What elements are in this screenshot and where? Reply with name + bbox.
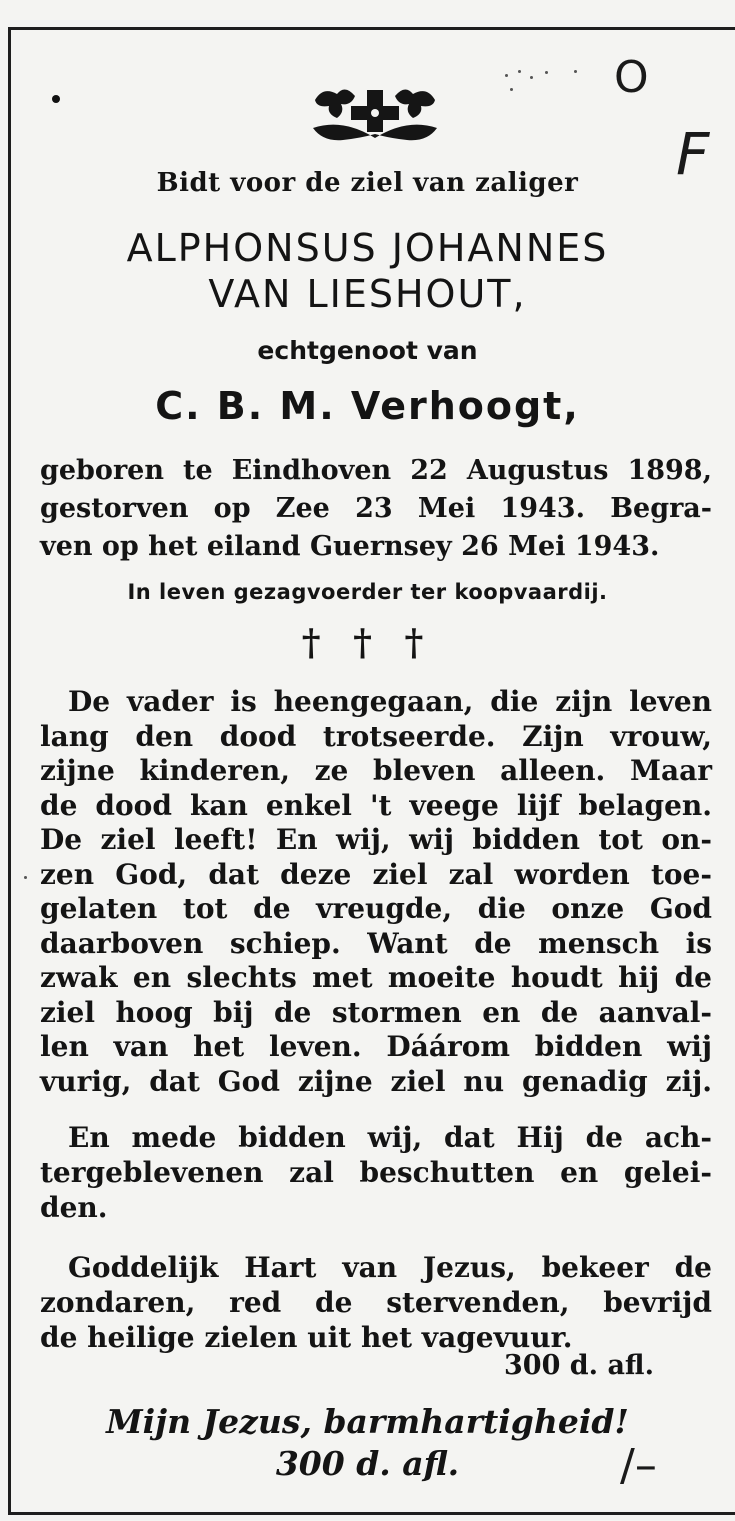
ink-speck bbox=[545, 71, 548, 74]
second-line: En mede bidden wij, dat Hij de ach- bbox=[68, 1121, 712, 1154]
ink-speck bbox=[574, 70, 577, 73]
three-crosses: † † † bbox=[301, 622, 434, 664]
ink-speck bbox=[24, 876, 27, 879]
memorial-line: ziel hoog bij de stormen en de aanval- bbox=[40, 995, 712, 1029]
memorial-line: zen God, dat deze ziel zal worden toe- bbox=[40, 857, 712, 891]
handwritten-mark-dash: /– bbox=[620, 1440, 657, 1491]
second-line: den. bbox=[40, 1191, 108, 1224]
occupation-line: In leven gezagvoerder ter koopvaardij. bbox=[127, 580, 608, 604]
memorial-line: De vader is heengegaan, die zijn leven bbox=[68, 685, 712, 718]
second-line: tergeblevenen zal beschutten en gelei- bbox=[40, 1156, 712, 1189]
prayer-indulgence: 300 d. afl. bbox=[504, 1350, 654, 1381]
memorial-line: vurig, dat God zijne ziel nu genadig zij. bbox=[40, 1064, 712, 1098]
prayer-line: de heilige zielen uit het vagevuur. bbox=[40, 1321, 573, 1354]
ejaculation-line: Mijn Jezus, barmhartigheid! bbox=[106, 1402, 629, 1441]
memorial-line: De ziel leeft! En wij, wij bidden tot on- bbox=[40, 823, 712, 856]
biography-line: geboren te Eindhoven 22 Augustus 1898, bbox=[40, 455, 712, 486]
memorial-line: zwak en slechts met moeite houdt hij de bbox=[40, 961, 712, 994]
memorial-line: daarboven schiep. Want de mensch is bbox=[40, 926, 712, 960]
ink-speck bbox=[505, 74, 508, 77]
prayer-paragraph bbox=[40, 1250, 712, 1355]
memorial-text bbox=[40, 685, 712, 1099]
prayer-line: zondaren, red de stervenden, bevrijd bbox=[40, 1286, 712, 1319]
memorial-line: gelaten tot de vreugde, die onze God bbox=[40, 892, 712, 925]
spouse-label: echtgenoot van bbox=[257, 336, 478, 365]
memorial-line: lang den dood trotseerde. Zijn vrouw, bbox=[40, 719, 712, 753]
deceased-name-line2: VAN LIESHOUT, bbox=[208, 272, 527, 316]
intro-line: Bidt voor de ziel van zaliger bbox=[156, 168, 579, 198]
deceased-name-line1: ALPHONSUS JOHANNES bbox=[126, 226, 609, 270]
handwritten-mark-o: O bbox=[614, 52, 649, 103]
ornamental-cross-icon bbox=[305, 80, 445, 150]
second-paragraph bbox=[40, 1120, 712, 1225]
ink-speck bbox=[518, 70, 521, 73]
prayer-line: Goddelijk Hart van Jezus, bekeer de bbox=[68, 1251, 712, 1284]
memorial-line: zijne kinderen, ze bleven alleen. Maar bbox=[40, 754, 712, 787]
biography-line: ven op het eiland Guernsey 26 Mei 1943. bbox=[40, 531, 660, 562]
memorial-line: de dood kan enkel 't veege lijf belagen. bbox=[40, 788, 712, 822]
ink-speck bbox=[530, 76, 533, 79]
memorial-line: len van het leven. Dáárom bidden wij bbox=[40, 1030, 712, 1063]
ink-dot bbox=[52, 95, 60, 103]
ink-speck bbox=[510, 88, 513, 91]
ejaculation-indulgence: 300 d. afl. bbox=[275, 1444, 460, 1483]
biography-paragraph bbox=[40, 452, 712, 566]
handwritten-mark-f: F bbox=[676, 120, 710, 188]
spouse-name: C. B. M. Verhoogt, bbox=[155, 384, 580, 428]
biography-line: gestorven op Zee 23 Mei 1943. Begra- bbox=[40, 493, 712, 524]
